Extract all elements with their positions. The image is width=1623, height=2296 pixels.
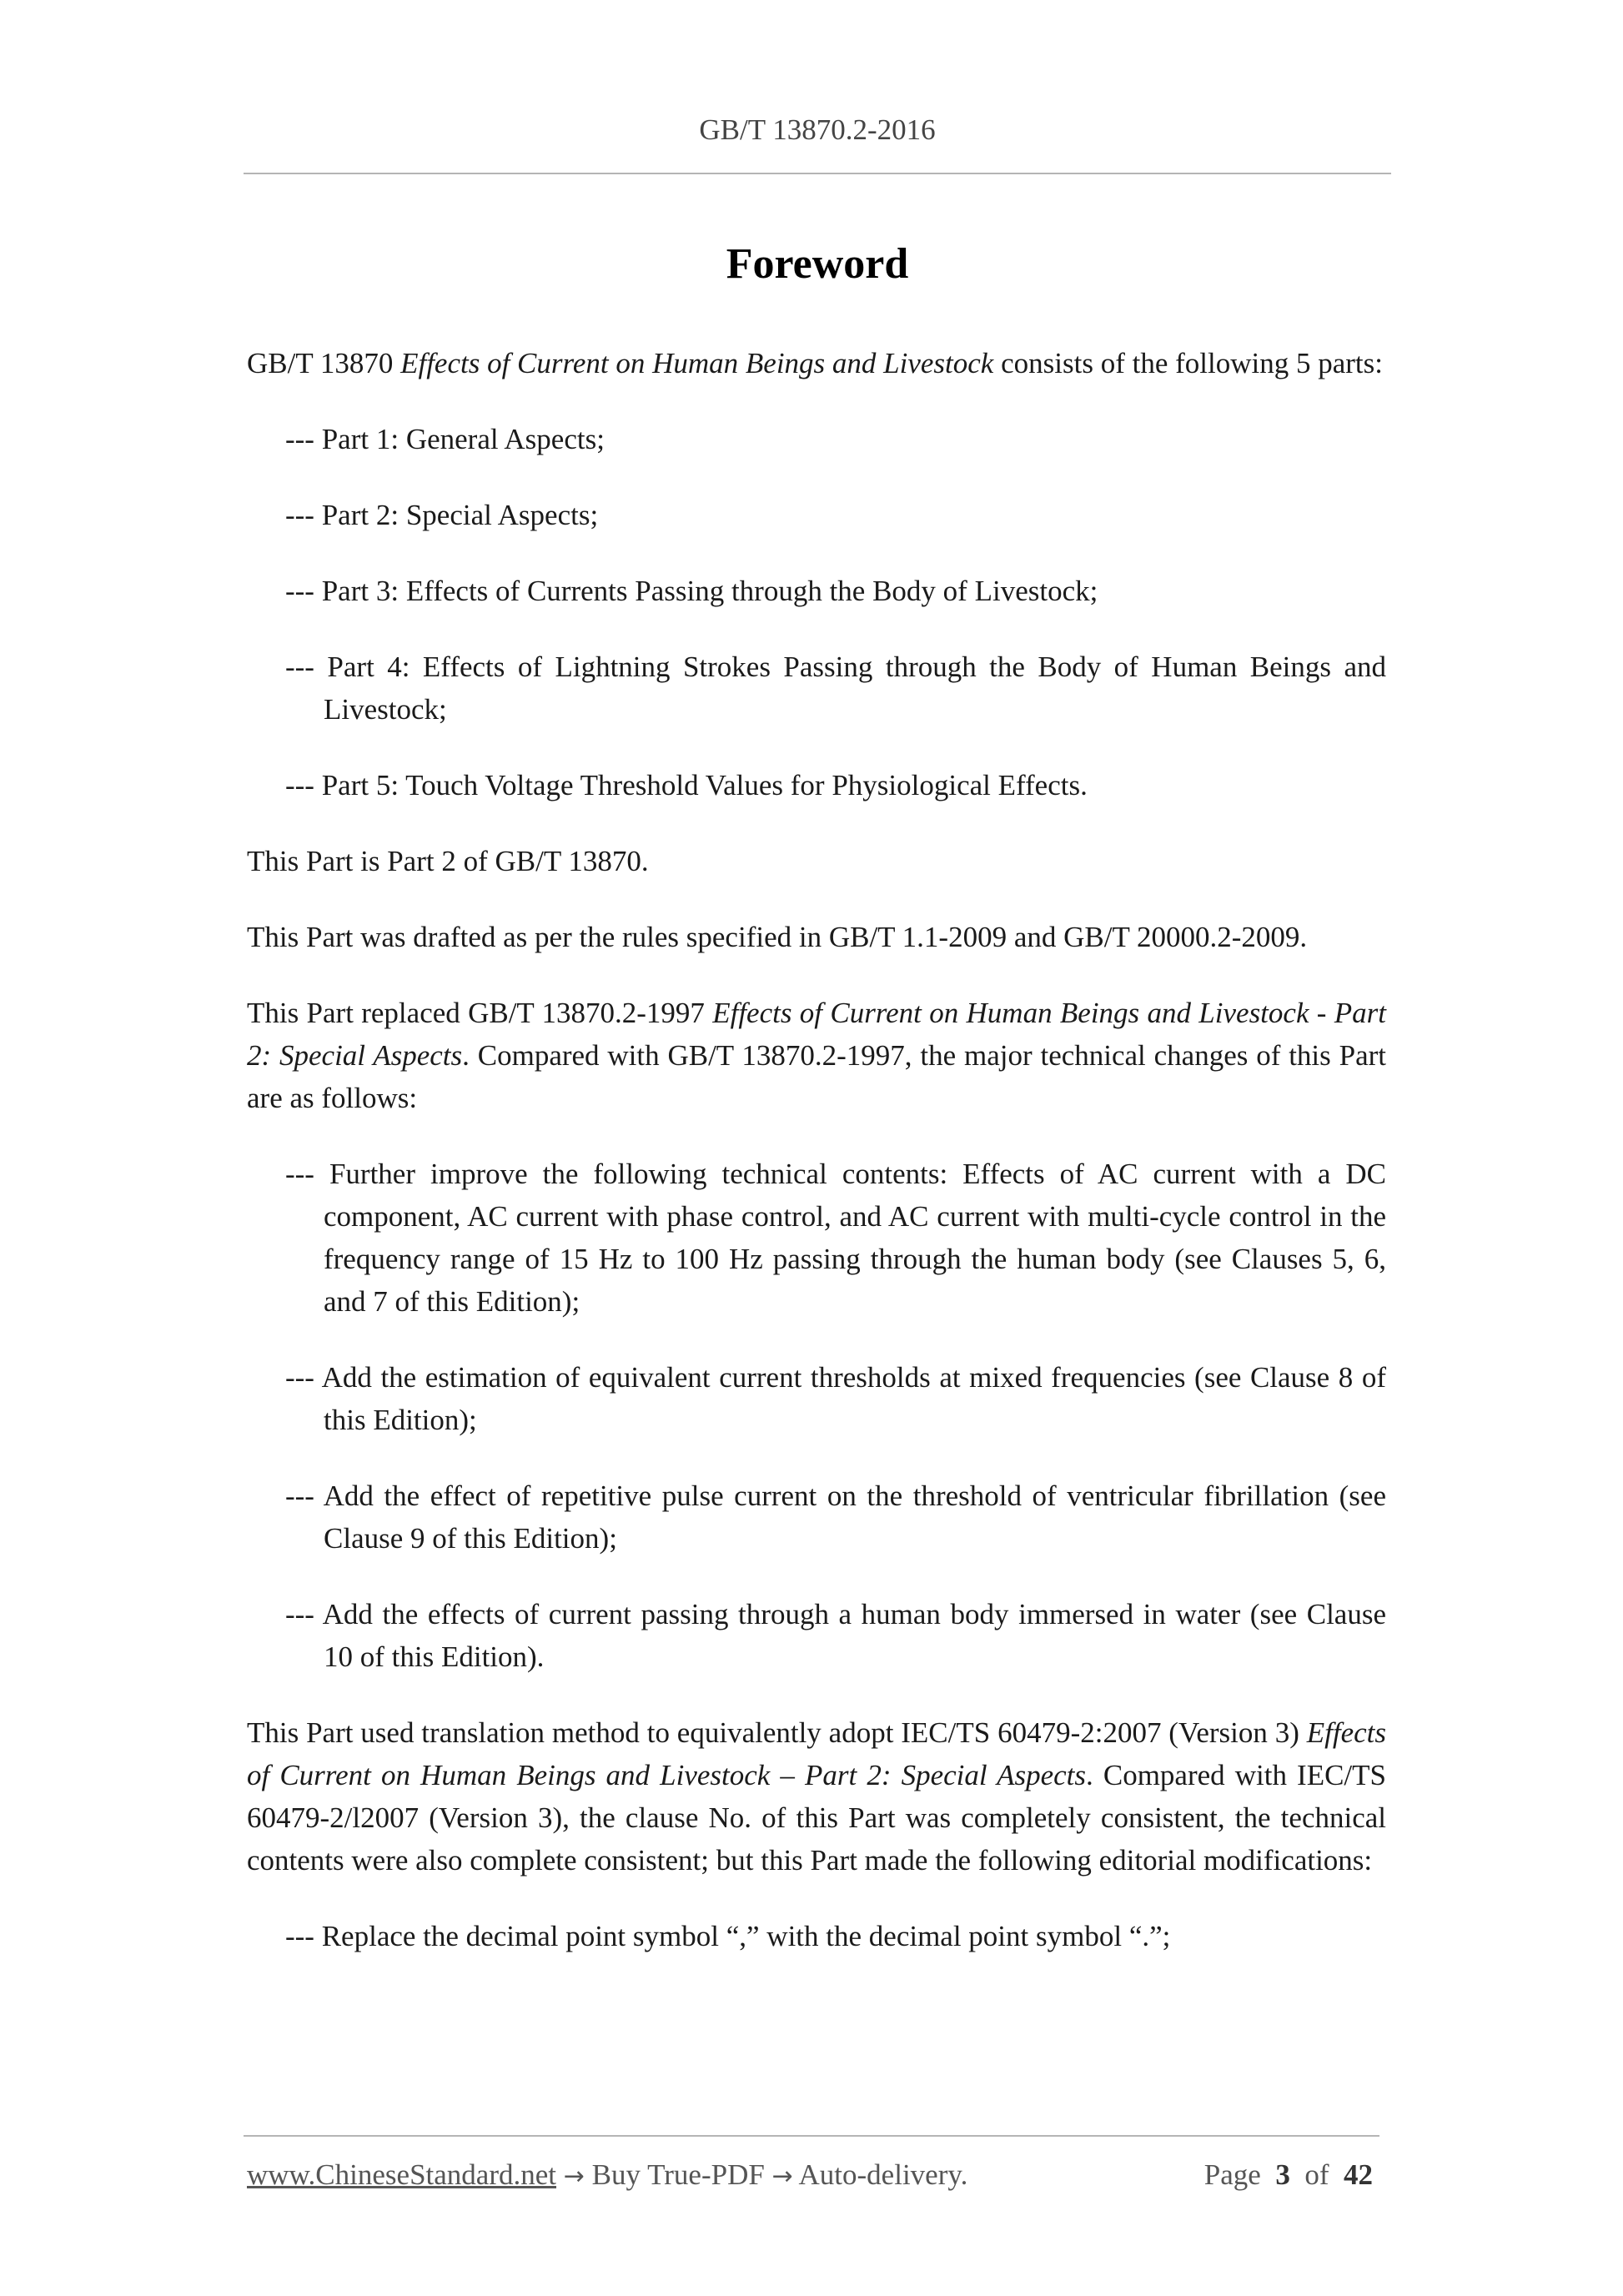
list-item-part-1: --- Part 1: General Aspects; — [285, 423, 605, 455]
page-footer — [247, 2158, 1383, 2192]
footer-divider — [244, 2135, 1379, 2137]
page-header: GB/T 13870.2-2016 — [699, 113, 936, 146]
intro-paragraph — [247, 342, 1386, 384]
page-title: Foreword — [726, 240, 909, 288]
adopt-paragraph — [247, 1711, 1386, 1882]
page-total: 42 — [1344, 2158, 1373, 2191]
replaced-paragraph — [247, 992, 1386, 1119]
arrow-right-icon: → — [563, 2162, 585, 2191]
replaced-italic-title: Effects of Current on Human Beings and Livestock - Part 2: Special Aspects — [247, 997, 1387, 1072]
of-label: of — [1304, 2158, 1329, 2191]
intro-text-end: consists of the following 5 parts: — [993, 347, 1383, 379]
page-label: Page — [1203, 2158, 1261, 2191]
adopt-text-end: . Compared with IEC/TS 60479-2/l2007 (Version 3), the clause No. of this Part was completely consistent, the technical contents were also complete consistent; but this Part made the following editorial modifications: — [247, 1759, 1387, 1876]
adopt-text-start: This Part used translation method to equivalently adopt IEC/TS 60479-2:2007 (Version 3) — [247, 1716, 1307, 1749]
list-item-change-1: --- Further improve the following technical contents: Effects of AC current with a DC component, AC current with phase control, and AC current with multi-cycle control in the frequency range of 15 Hz to 100 Hz passing through the human body (see Clauses 5, 6, and 7 of this Edition); — [285, 1158, 1386, 1318]
part-of-paragraph: This Part is Part 2 of GB/T 13870. — [247, 845, 649, 877]
list-item-part-5: --- Part 5: Touch Voltage Threshold Values for Physiological Effects. — [285, 769, 1088, 801]
adopt-italic-title: Effects of Current on Human Beings and Livestock – Part 2: Special Aspects — [247, 1716, 1386, 1791]
list-item-part-4: --- Part 4: Effects of Lightning Strokes Passing through the Body of Human Beings and Livestock; — [285, 651, 1386, 726]
header-divider — [244, 173, 1391, 174]
intro-italic-title: Effects of Current on Human Beings and Livestock — [400, 347, 994, 379]
document-body — [247, 342, 1386, 1991]
arrow-right-icon: → — [771, 2162, 793, 2191]
replaced-text-end: . Compared with GB/T 13870.2-1997, the major technical changes of this Part are as follows: — [247, 1039, 1386, 1114]
list-item-change-2: --- Add the estimation of equivalent current thresholds at mixed frequencies (see Clause 8 of this Edition); — [285, 1361, 1386, 1436]
list-item-mod-1: --- Replace the decimal point symbol “,” with the decimal point symbol “.”; — [285, 1920, 1171, 1952]
buy-text: Buy True-PDF — [591, 2158, 765, 2191]
drafted-paragraph: This Part was drafted as per the rules specified in GB/T 1.1-2009 and GB/T 20000.2-2009. — [247, 921, 1308, 953]
page-number: 3 — [1275, 2158, 1290, 2191]
page-indicator — [1204, 2158, 1373, 2192]
list-item-change-3: --- Add the effect of repetitive pulse current on the threshold of ventricular fibrillation (see Clause 9 of this Edition); — [285, 1480, 1386, 1555]
replaced-text-start: This Part replaced GB/T 13870.2-1997 — [247, 997, 713, 1029]
list-item-part-2: --- Part 2: Special Aspects; — [285, 499, 599, 531]
list-item-change-4: --- Add the effects of current passing through a human body immersed in water (see Clause 10 of this Edition). — [285, 1598, 1386, 1673]
auto-delivery-text: Auto-delivery. — [798, 2158, 968, 2191]
website-link[interactable]: www.ChineseStandard.net — [247, 2158, 556, 2191]
list-item-part-3: --- Part 3: Effects of Currents Passing through the Body of Livestock; — [285, 575, 1098, 607]
intro-text-start: GB/T 13870 — [247, 347, 401, 379]
